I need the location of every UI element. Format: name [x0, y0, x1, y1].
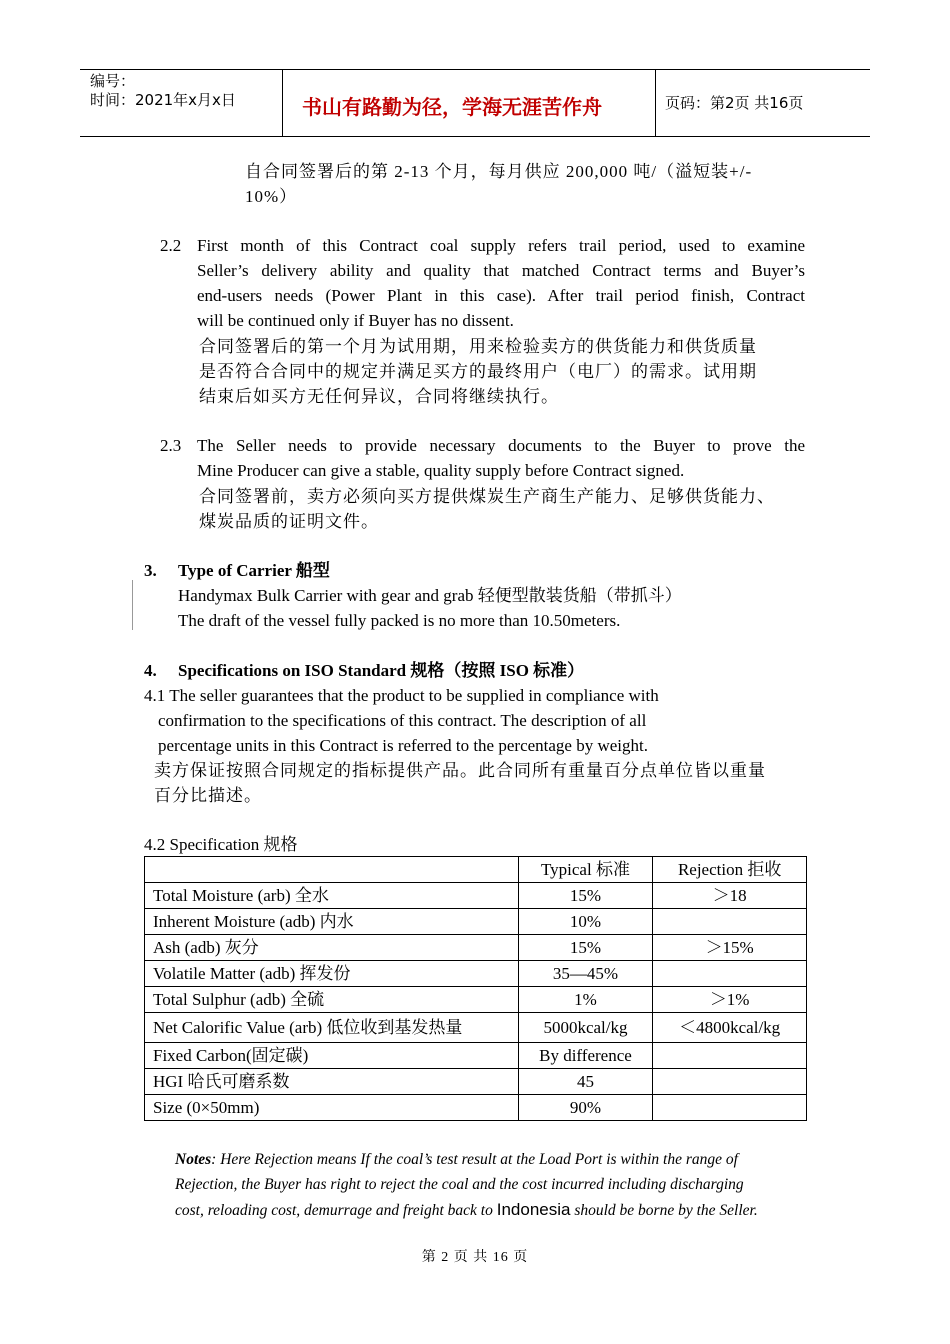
item-2-3-en-line: The Seller needs to provide necessary documents to the Buyer to prove the [197, 436, 805, 455]
table-cell: 15% [518, 935, 653, 961]
spec-table [144, 856, 807, 1121]
table-row [145, 909, 807, 935]
table-cell: Size (0×50mm) [145, 1095, 519, 1121]
item-2-2-en-line: will be continued only if Buyer has no dissent. [197, 311, 514, 330]
item-2-2-number: 2.2 [160, 236, 182, 255]
notes-text: cost, reloading cost, demurrage and freight back to [175, 1202, 497, 1219]
notes-text: : Here Rejection means If the coal’s test result at the Load Port is within the range of [211, 1151, 738, 1168]
header-motto: 书山有路勤为径，学海无涯苦作舟 [302, 95, 602, 119]
header-time: 时间：2021年x月x日 [90, 91, 236, 109]
table-cell: Ash (adb) 灰分 [145, 935, 519, 961]
table-row [145, 1013, 807, 1043]
table-cell: 5000kcal/kg [518, 1013, 653, 1043]
table-cell: 10% [518, 909, 653, 935]
table-header-row [145, 857, 807, 883]
header-divider-right [655, 69, 656, 136]
notes-label: Notes [175, 1151, 212, 1168]
section-3-line1: Handymax Bulk Carrier with gear and grab 轻便型散装货船（带抓斗） [178, 586, 682, 605]
item-2-2-zh-line: 合同签署后的第一个月为试用期，用来检验卖方的供货能力和供货质量 [199, 337, 757, 356]
table-cell: ＞18 [653, 883, 807, 909]
table-cell: Fixed Carbon(固定碳) [145, 1043, 519, 1069]
item-2-3-zh-line: 合同签署前，卖方必须向买方提供煤炭生产商生产能力、足够供货能力、 [199, 487, 775, 506]
table-row [145, 883, 807, 909]
p41-line: confirmation to the specifications of this contract. The description of all [158, 711, 647, 730]
table-cell: ＜4800kcal/kg [653, 1013, 807, 1043]
section-4-title: Specifications on ISO Standard 规格（按照 ISO 标准） [178, 661, 585, 680]
table-cell [653, 1095, 807, 1121]
header-cell: Typical 标准 [518, 857, 653, 883]
table-cell: Net Calorific Value (arb) 低位收到基发热量 [145, 1013, 519, 1043]
table-row [145, 1095, 807, 1121]
item-2-3-number: 2.3 [160, 436, 182, 455]
p41-zh-line: 卖方保证按照合同规定的指标提供产品。此合同所有重量百分点单位皆以重量 [154, 761, 766, 780]
header-cell: Rejection 拒收 [653, 857, 807, 883]
table-cell: Total Moisture (arb) 全水 [145, 883, 519, 909]
revision-bar [132, 580, 133, 630]
table-row [145, 961, 807, 987]
header-number: 编号： [90, 72, 136, 90]
item-2-2-zh-line: 是否符合合同中的规定并满足买方的最终用户（电厂）的需求。试用期 [199, 362, 757, 381]
table-row [145, 935, 807, 961]
section-4-number: 4. [144, 661, 157, 680]
table-cell: 45 [518, 1069, 653, 1095]
intro-zh-line1: 自合同签署后的第 2-13 个月，每月供应 200,000 吨/（溢短装+/- [245, 162, 753, 181]
notes-line: Rejection, the Buyer has right to reject the coal and the cost incurred including discharging [175, 1176, 744, 1193]
table-cell [653, 1043, 807, 1069]
notes-country: Indonesia [496, 1200, 571, 1219]
item-2-2-en-line: Seller’s delivery ability and quality that matched Contract terms and Buyer’s [197, 261, 805, 280]
notes-text: should be borne by the Seller. [570, 1202, 758, 1219]
item-2-3-zh-line: 煤炭品质的证明文件。 [199, 512, 379, 531]
item-2-3-en-line: Mine Producer can give a stable, quality supply before Contract signed. [197, 461, 685, 480]
p41-zh-line: 百分比描述。 [154, 786, 262, 805]
table-cell: HGI 哈氏可磨系数 [145, 1069, 519, 1095]
page-footer: 第 2 页 共 16 页 [421, 1250, 529, 1265]
item-2-2-en-line: end-users needs (Power Plant in this case). After trail period finish, Contract [197, 286, 805, 305]
table-cell: 90% [518, 1095, 653, 1121]
table-cell: Volatile Matter (adb) 挥发份 [145, 961, 519, 987]
table-cell: 35—45% [518, 961, 653, 987]
table-cell [653, 961, 807, 987]
table-cell [653, 909, 807, 935]
table-cell: ＞1% [653, 987, 807, 1013]
notes-line [175, 1197, 807, 1223]
intro-zh-line2: 10%） [245, 187, 298, 206]
table-row [145, 1043, 807, 1069]
header-page: 页码：第2页 共16页 [665, 94, 804, 112]
table-cell: 1% [518, 987, 653, 1013]
header-top-rule [80, 69, 870, 70]
item-2-2-zh-line: 结束后如买方无任何异议，合同将继续执行。 [199, 387, 559, 406]
item-2-2-en-line: First month of this Contract coal supply refers trail period, used to examine [197, 236, 805, 255]
table-cell [653, 1069, 807, 1095]
table-cell: By difference [518, 1043, 653, 1069]
table-cell: 15% [518, 883, 653, 909]
header-cell [145, 857, 519, 883]
table-cell: Total Sulphur (adb) 全硫 [145, 987, 519, 1013]
section-3-line2: The draft of the vessel fully packed is no more than 10.50meters. [178, 611, 621, 630]
table-row [145, 987, 807, 1013]
table-cell: ＞15% [653, 935, 807, 961]
header-divider-left [282, 69, 283, 136]
table-row [145, 1069, 807, 1095]
table-cell: Inherent Moisture (adb) 内水 [145, 909, 519, 935]
header-bottom-rule [80, 136, 870, 137]
spec-title: 4.2 Specification 规格 [144, 835, 298, 854]
p41-line: 4.1 The seller guarantees that the product to be supplied in compliance with [144, 686, 659, 705]
p41-line: percentage units in this Contract is referred to the percentage by weight. [158, 736, 648, 755]
section-3-number: 3. [144, 561, 157, 580]
section-3-title: Type of Carrier 船型 [178, 561, 330, 580]
notes-line [175, 1147, 807, 1172]
